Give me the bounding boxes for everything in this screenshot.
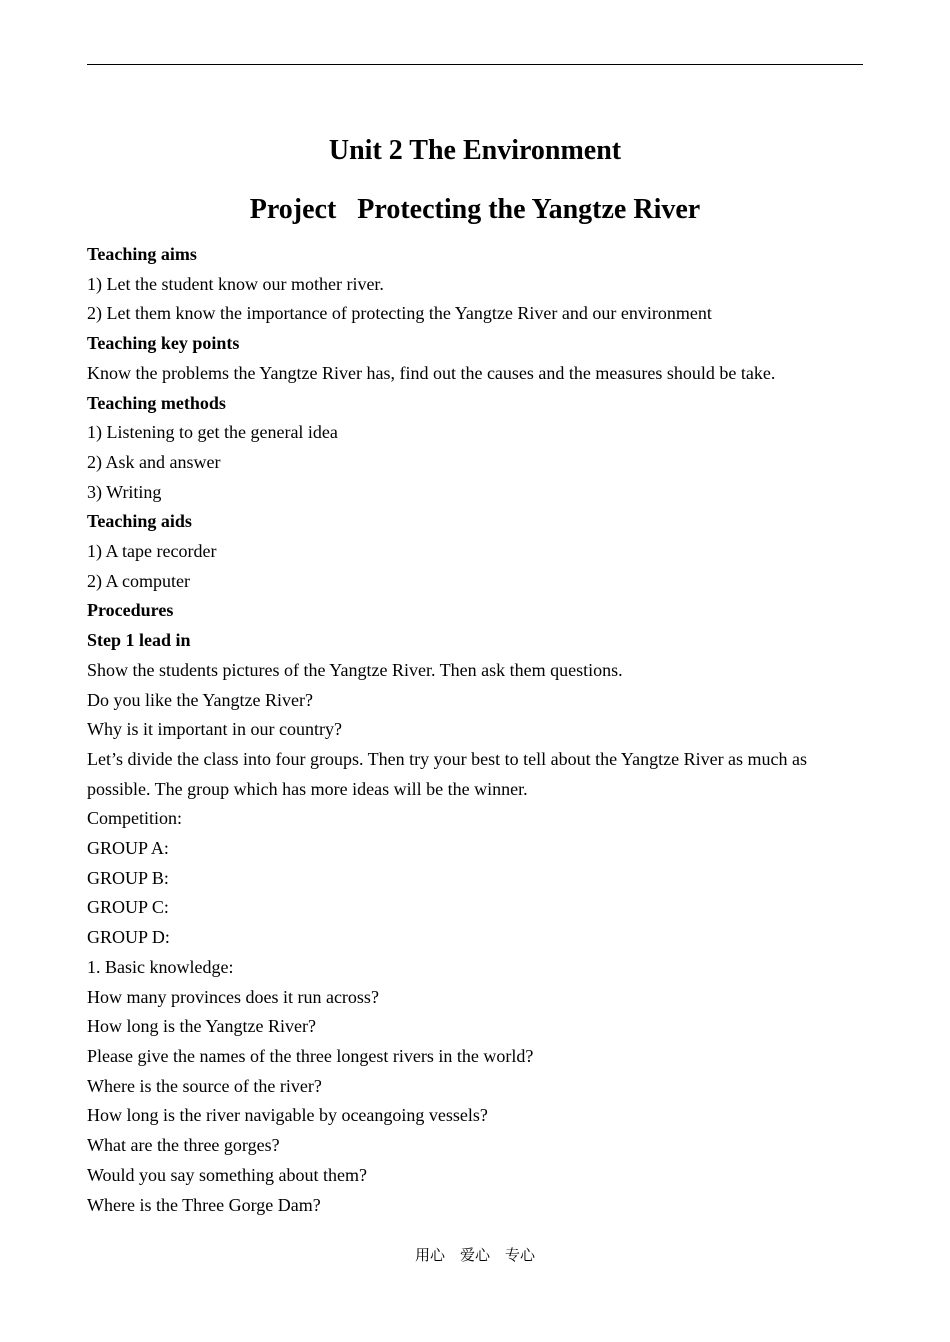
- section-heading: Step 1 lead in: [87, 630, 191, 651]
- page-footer: 用心 爱心 专心: [414, 1248, 535, 1264]
- body-line: 2) Let them know the importance of protecting the Yangtze River and our environment: [87, 303, 712, 324]
- body-line: 1. Basic knowledge:: [87, 956, 234, 977]
- body-line: GROUP A:: [87, 838, 169, 859]
- body-line: Let’s divide the class into four groups. Then try your best to tell about the Yangtze River as much as possible. The group which has more ideas will be the winner.: [87, 748, 808, 799]
- body-line: Where is the source of the river?: [87, 1075, 322, 1096]
- body-line: Show the students pictures of the Yangtze River. Then ask them questions.: [87, 659, 623, 680]
- section-heading: Procedures: [87, 600, 174, 621]
- body-line: Competition:: [87, 808, 183, 829]
- body-line: 2) A computer: [87, 570, 190, 591]
- body-line: Know the problems the Yangtze River has, find out the causes and the measures should be take.: [87, 362, 776, 383]
- section-heading: Teaching key points: [87, 333, 240, 354]
- body-line: Why is it important in our country?: [87, 719, 342, 740]
- body-line: 1) Listening to get the general idea: [87, 422, 338, 443]
- header-rule: [87, 64, 863, 65]
- section-heading: Teaching aims: [87, 244, 197, 264]
- body-line: 1) Let the student know our mother river.: [87, 273, 384, 294]
- body-line: Please give the names of the three longest rivers in the world?: [87, 1045, 534, 1066]
- body-line: 1) A tape recorder: [87, 541, 217, 562]
- section-heading: Teaching methods: [87, 392, 226, 413]
- body-line: 2) Ask and answer: [87, 451, 221, 472]
- document-subtitle: Project Protecting the Yangtze River: [249, 194, 701, 225]
- body-line: 3) Writing: [87, 481, 162, 502]
- body-line: How long is the river navigable by oceangoing vessels?: [87, 1105, 488, 1126]
- document-body: [87, 240, 863, 1220]
- body-line: How many provinces does it run across?: [87, 986, 379, 1007]
- title-block: [87, 133, 863, 228]
- body-line: GROUP B:: [87, 867, 169, 888]
- body-line: GROUP D:: [87, 927, 170, 948]
- body-line: Do you like the Yangtze River?: [87, 689, 313, 710]
- document-title: Unit 2 The Environment: [328, 135, 622, 166]
- section-heading: Teaching aids: [87, 511, 192, 532]
- body-line: Where is the Three Gorge Dam?: [87, 1194, 321, 1215]
- body-line: How long is the Yangtze River?: [87, 1016, 316, 1037]
- body-line: GROUP C:: [87, 897, 169, 918]
- body-line: What are the three gorges?: [87, 1135, 280, 1156]
- body-line: Would you say something about them?: [87, 1164, 368, 1185]
